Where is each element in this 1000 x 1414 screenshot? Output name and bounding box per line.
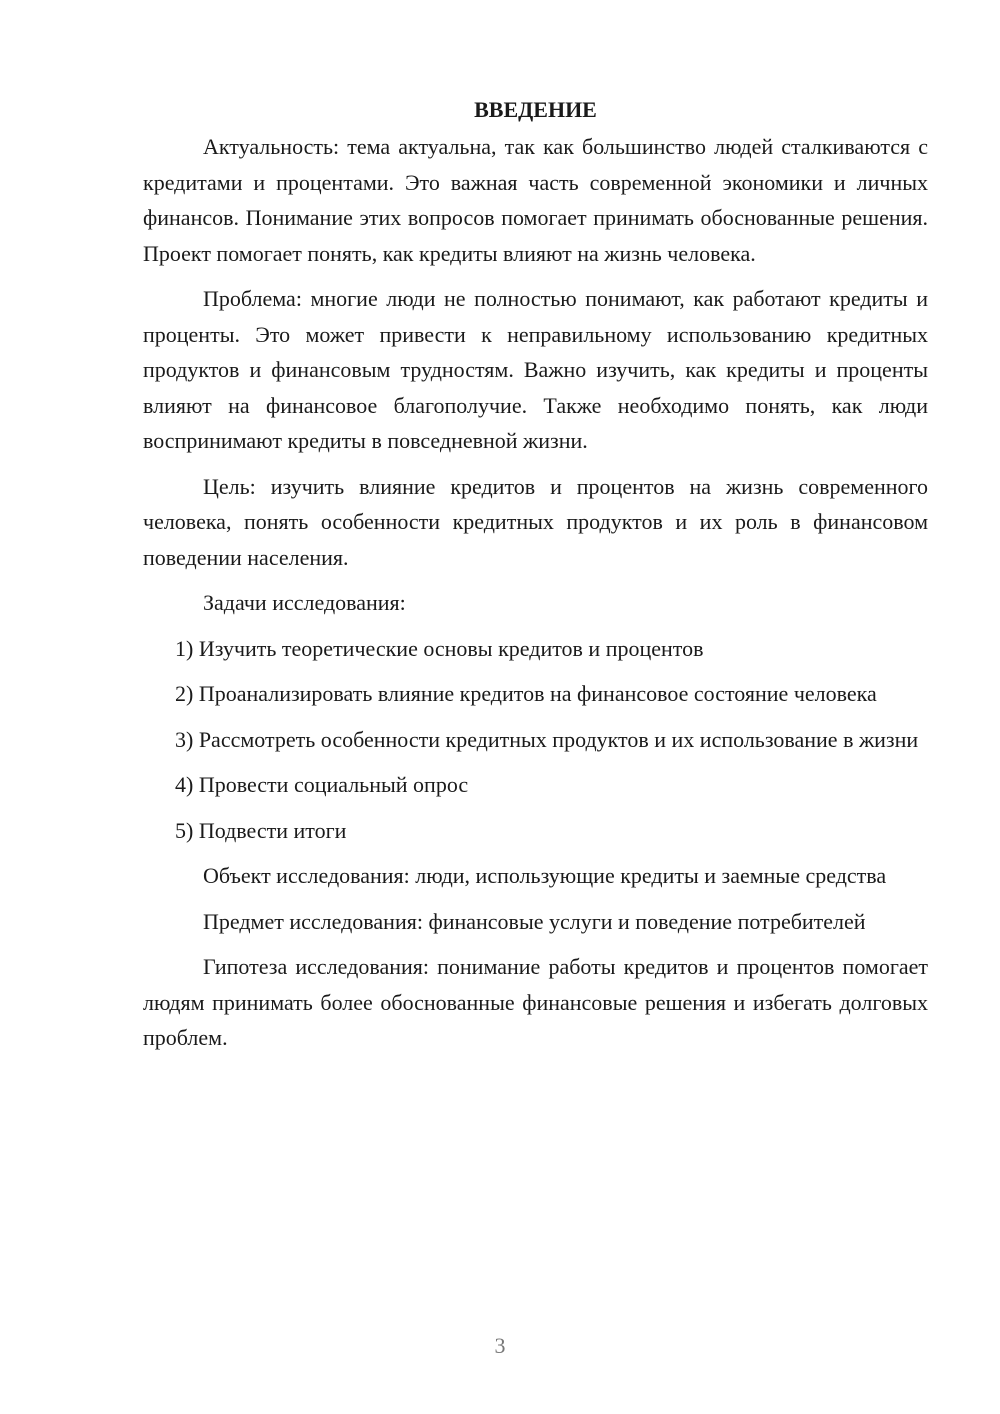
paragraph-hypothesis: Гипотеза исследования: понимание работы кредитов и процентов помогает людям принимать более обоснованные финансовые решения и избегать долговых проблем. <box>143 954 928 1050</box>
paragraph-problem: Проблема: многие люди не полностью понимают, как работают кредиты и проценты. Это может привести к неправильному использованию кредитных продуктов и финансовым трудностям. Важно изучить, как кредиты и проценты влияют на финансовое благополучие. Также необходимо понять, как люди воспринимают кредиты в повседневной жизни. <box>143 286 928 453</box>
paragraph-relevance: Актуальность: тема актуальна, так как большинство людей сталкиваются с кредитами и процентами. Это важная часть современной экономики и личных финансов. Понимание этих вопросов помогает принимать обоснованные решения. Проект помогает понять, как кредиты влияют на жизнь человека. <box>143 134 928 266</box>
page-number: 3 <box>494 1333 506 1358</box>
section-heading: ВВЕДЕНИЕ <box>474 97 597 122</box>
paragraph-goal: Цель: изучить влияние кредитов и процентов на жизнь современного человека, понять особенности кредитных продуктов и их роль в финансовом поведении населения. <box>143 473 928 570</box>
task-item-2: 2) Проанализировать влияние кредитов на финансовое состояние человека <box>175 681 877 706</box>
paragraph-object: Объект исследования: люди, использующие кредиты и заемные средства <box>203 863 887 888</box>
task-item-3: 3) Рассмотреть особенности кредитных продуктов и их использование в жизни <box>175 726 919 752</box>
task-item-1: 1) Изучить теоретические основы кредитов и процентов <box>175 635 704 661</box>
paragraph-tasks-intro: Задачи исследования: <box>203 590 406 615</box>
task-item-5: 5) Подвести итоги <box>175 817 347 843</box>
paragraph-subject: Предмет исследования: финансовые услуги и поведение потребителей <box>203 908 866 934</box>
task-item-4: 4) Провести социальный опрос <box>175 772 469 797</box>
document-page <box>143 92 928 1066</box>
